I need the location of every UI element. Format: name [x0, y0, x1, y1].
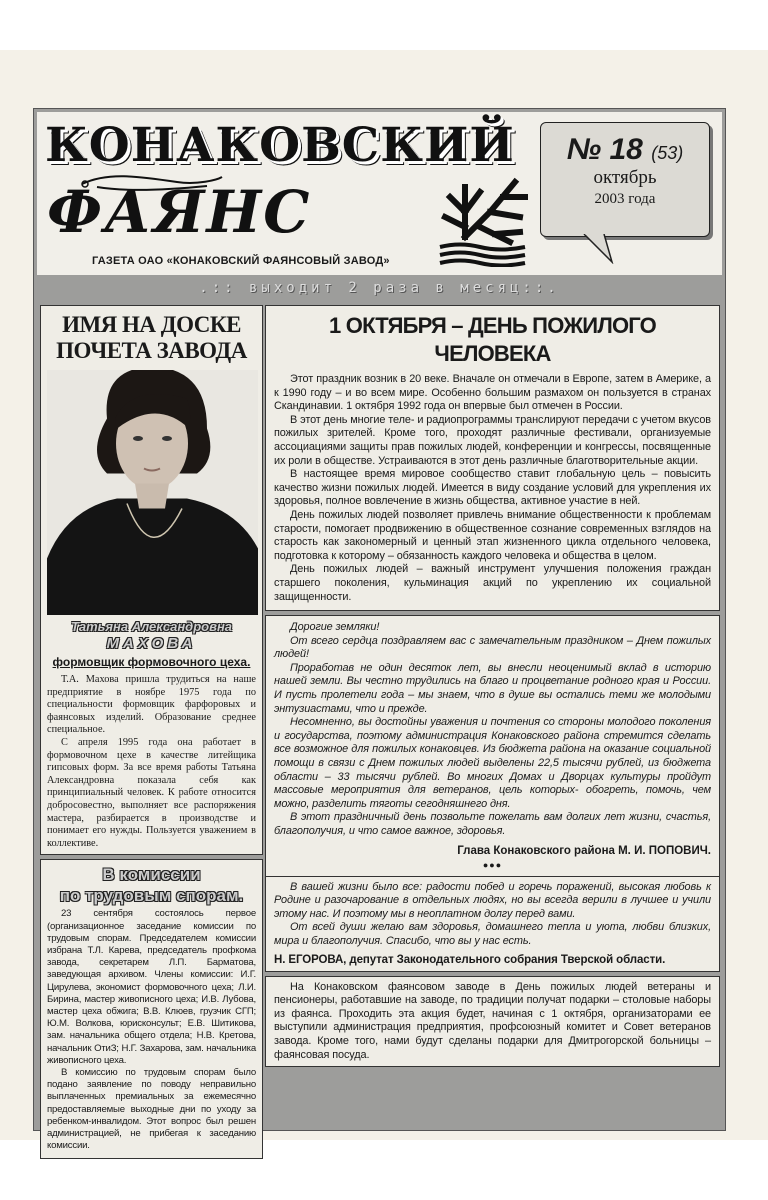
employee-last-name: МАХОВА — [106, 635, 197, 652]
main-article — [265, 305, 720, 611]
commission-heading-line2: по трудовым спорам. — [59, 886, 244, 906]
bubble-tail-icon — [582, 234, 622, 264]
newspaper-title-line2: ФАЯНС — [47, 178, 312, 246]
deputy-greeting — [265, 877, 720, 972]
greeting-paragraph: Несомненно, вы достойны уважения и почтения со стороны молодого поколения и государства, поэтому администрация Конаковского района стремится сделать все возможное для пожилых конаковцев. Из бюджета района на оказание социальной помощи в связи с Днем пожилых людей выделены 22,5 тысячи рублей, из бюджета области – 33 тысячи рублей. Во многих Домах и Дворцах культуры пройдут массовые мероприятия для ветеранов, цель которых- обогреть, помочь, чем можно, разделить тяготы сегодняшнего дня. — [274, 716, 711, 810]
main-paragraph: Этот праздник возник в 20 веке. Вначале он отмечали в Европе, затем в Америке, а к 1990 году – и во всем мире. Особенно большим размахом он пользуется в странах Скандинавии. 1 октября 1992 года он впервые был отмечен в России. — [274, 373, 711, 413]
employee-role: формовщик формовочного цеха. — [52, 655, 251, 669]
issue-info-bubble — [540, 122, 710, 237]
main-paragraph: День пожилых людей позволяет привлечь внимание общественности к проблемам старости, помогает продвижению в общественное сознание современных взглядов на старость как закономерный и ценный этап жизненного цикла отдельного человека, подготовка к которому – обязанность каждого человека и общества в целом. — [274, 508, 711, 562]
masthead — [37, 112, 722, 275]
honor-paragraph: С апреля 1995 года она работает в формовочном цехе в качестве литейщика гипсовых форм. За все время работы Татьяна Александровна показала себя как принципиальный человек. К работе относится добросовестно, выполняет все распоряжения мастера, разбирается в производстве и понимает его нужды. Пользуется уважением в коллективе. — [47, 736, 256, 849]
greeting-signature: Глава Конаковского района М. И. ПОПОВИЧ. — [457, 844, 711, 857]
greeting-paragraph: От всего сердца поздравляем вас с замечательным праздником – Днем пожилых людей! — [274, 634, 711, 661]
frequency-banner: .:: выходит 2 раза в месяц::. — [199, 280, 560, 296]
commission-heading — [47, 864, 256, 906]
greeting-paragraph: Дорогие земляки! — [290, 621, 380, 634]
deputy-paragraph: В вашей жизни было все: радости побед и горечь поражений, высокая любовь к Родине и разочарование в отдельных людях, но вы всегда верили в лучшее и учили этому нас. И поэтому мы в неоплатном долгу перед вами. — [274, 880, 711, 920]
right-column — [265, 305, 720, 1067]
issue-total: (53) — [651, 143, 684, 163]
greeting-letter — [265, 615, 720, 877]
honor-paragraph: Т.А. Махова пришла трудиться на наше предприятие в ноябре 1975 года по специальности формовщик фарфоровых и фаянсовых изделий. Образование среднее специальное. — [47, 674, 256, 736]
newspaper-subtitle: ГАЗЕТА ОАО «КОНАКОВСКИЙ ФАЯНСОВЫЙ ЗАВОД» — [92, 255, 390, 267]
left-column — [40, 305, 263, 1159]
employee-first-name: Татьяна Александровна — [70, 619, 233, 634]
main-paragraph: В этот день многие теле- и радиопрограммы транслируют передачи с учетом вкусов пожилых зрителей. Кроме того, проходят различные фестивали, организуемые ассоциациями защиты прав пожилых людей, конференции и конгрессы, посвященные их роли в обществе. Устраиваются в этот день различные благотворительные акции. — [274, 413, 711, 467]
issue-year: 2003 года — [594, 191, 656, 207]
greeting-paragraph: В этот праздничный день позвольте пожелать вам долгих лет жизни, счастья, благополучия, и что самое важное, здоровья. — [274, 811, 711, 837]
honor-heading: ИМЯ НА ДОСКЕ ПОЧЕТА ЗАВОДА — [56, 312, 247, 363]
deputy-paragraph: От всей души желаю вам здоровья, домашнего тепла и уюта, любви близких, мира и благополучия. Спасибо, что вы у нас есть. — [274, 921, 711, 947]
gifts-paragraph: На Конаковском фаянсовом заводе в День пожилых людей ветераны и пенсионеры, работавшие на заводе, по традиции получат подарки – столовые наборы из фаянса. Проходить эта акция будет, начиная с 1 октября, организаторами ее выступили администрация предприятия, профсоюзный комитет и Совет ветеранов завода. Кроме того, нами будут сделаны подарки для Дмитрогорской больницы – фаянсовая посуда. — [274, 980, 711, 1061]
portrait-photo — [47, 370, 258, 615]
issue-number-value: № 18 — [566, 133, 643, 166]
main-headline: 1 ОКТЯБРЯ – ДЕНЬ ПОЖИЛОГО ЧЕЛОВЕКА — [329, 313, 656, 366]
issue-number — [541, 133, 709, 167]
main-paragraph: В настоящее время мировое сообщество ставит глобальную цель – повысить качество жизни пожилых людей. Имеется в виду создание условий для укрепления их здоровья, полное вовлечение в жизнь общества, активное участие в ней. — [274, 468, 711, 508]
commission-heading-line1: В комиссии — [102, 865, 201, 885]
separator-dots: ●●● — [482, 859, 503, 870]
commission-paragraph: В комиссию по трудовым спорам было подано заявление по поводу неправильно выплаченных премиальных за ежемесячно предоставляемые выходные дни по уходу за ребенком-инвалидом. Этот вопрос был решен администрацией, не прибегая к заседанию комиссии. — [47, 1066, 256, 1152]
gifts-article — [265, 976, 720, 1068]
greeting-paragraph: Проработав не один десяток лет, вы внесли неоценимый вклад в историю нашей земли. Вы честно трудились на благо и процветание родного края и России. И пусть пролетели года – мы знаем, что в душе вы остались теми же молодыми энтузиастами, что и прежде. — [274, 661, 711, 715]
issue-month: октябрь — [593, 167, 657, 188]
main-paragraph: День пожилых людей – важный инструмент улучшения положения граждан старшего поколения, кульминация акций по укреплению их социальной защищенности. — [274, 563, 711, 603]
commission-article — [40, 859, 263, 1159]
deputy-signature: Н. ЕГОРОВА, депутат Законодательного собрания Тверской области. — [274, 953, 666, 966]
commission-paragraph: 23 сентября состоялось первое (организационное заседание комиссии по трудовым спорам. Председателем комиссии избрана Т.Л. Карева, председатель профкома завода, секретарем Л.П. Барматова, заведующая архивом. Члены комиссии: И.Г. Цирулева, экономист формовочного цеха; Л.И. Бирина, мастер живописного цеха; И.В. Лубова, мастер цеха обжига; В.В. Клюев, грузчик СГП; Ю.М. Волкова, юрисконсульт; Е.В. Шитикова, зам. начальника общего отдела; Н.В. Кретова, начальник ОтиЗ; Н.Г. Захарова, зам. начальника живописного цеха. — [47, 908, 256, 1066]
branch-logo-icon — [435, 172, 535, 267]
newspaper-title-line1: КОНАКОВСКИЙ — [45, 118, 515, 173]
honor-board-article — [40, 305, 263, 855]
